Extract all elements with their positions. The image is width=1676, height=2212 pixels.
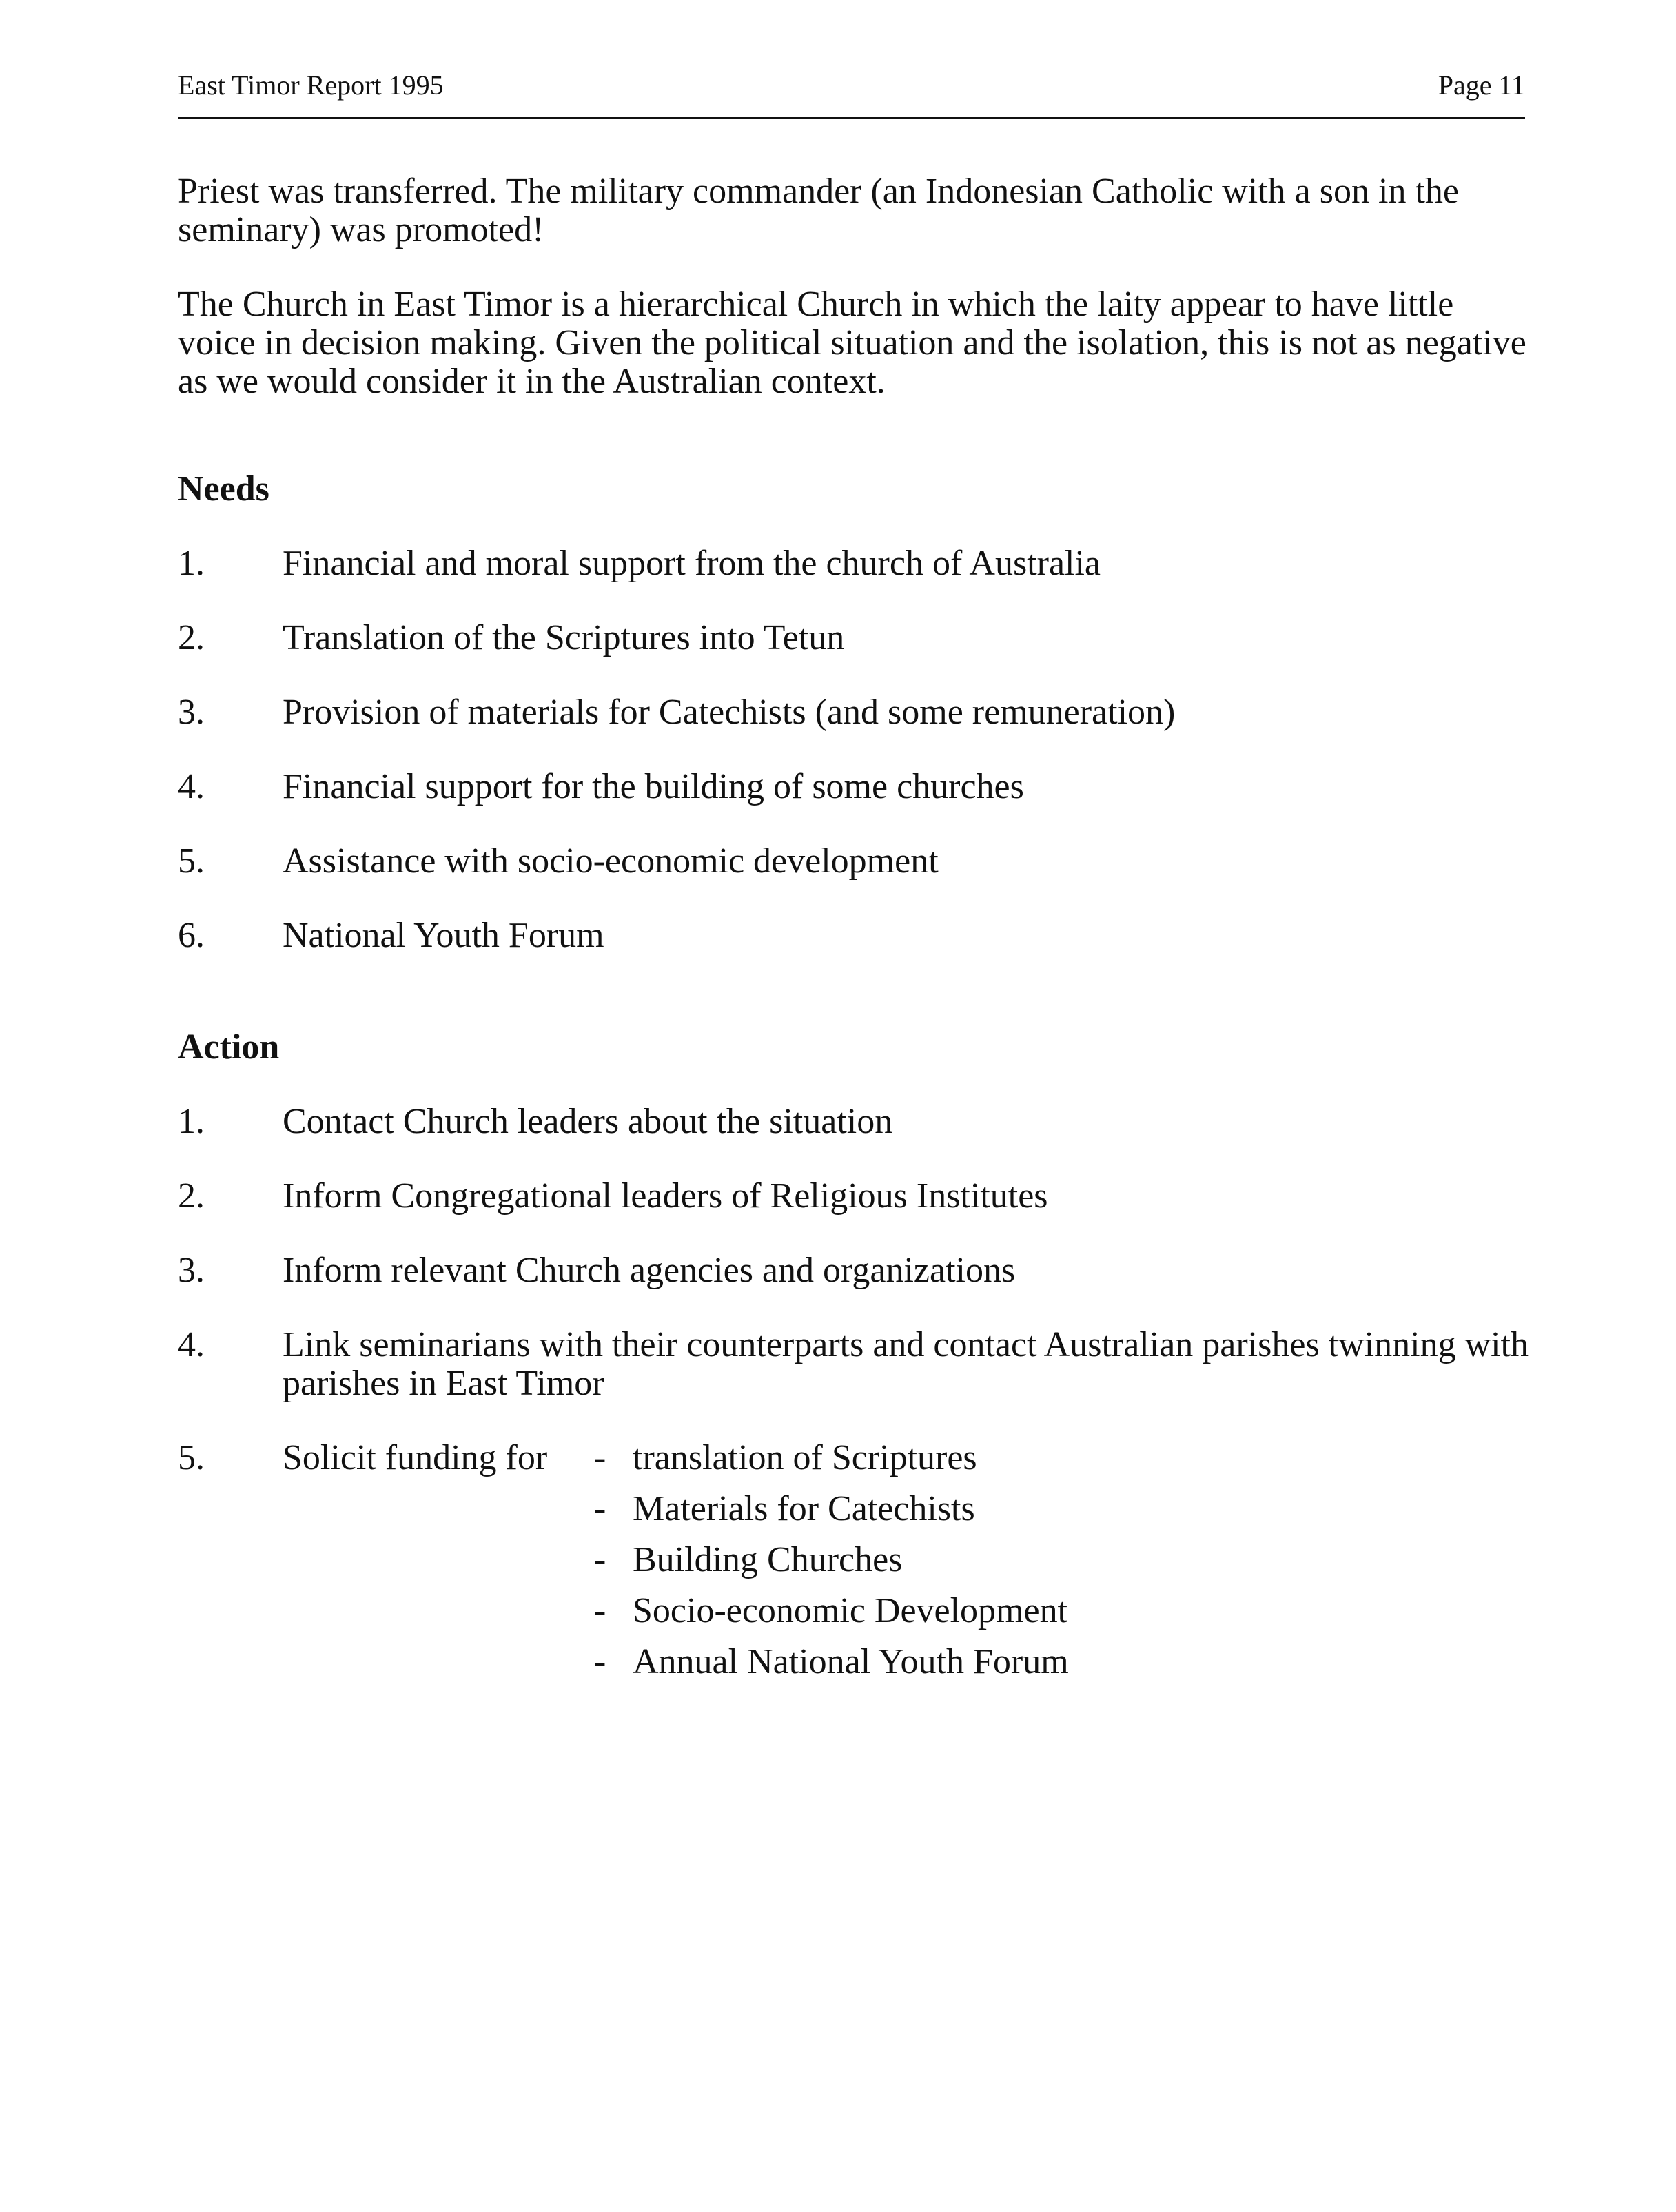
item-text: Financial support for the building of some churches	[283, 767, 1024, 806]
item-text: Financial and moral support from the church of Australia	[283, 544, 1101, 583]
item-text: Assistance with socio-economic development	[283, 841, 939, 881]
header-rule	[178, 117, 1525, 119]
item-number: 4.	[178, 767, 205, 806]
funding-item-text: Building Churches	[633, 1540, 903, 1579]
item-number: 1.	[178, 1102, 205, 1141]
item-text: Inform Congregational leaders of Religious Institutes	[283, 1176, 1048, 1216]
dash-bullet: -	[594, 1540, 606, 1579]
page-header	[178, 69, 1525, 110]
dash-bullet: -	[594, 1489, 606, 1528]
item-number: 3.	[178, 1251, 205, 1290]
funding-intro: Solicit funding for	[283, 1438, 548, 1477]
page-number: Page 11	[1438, 70, 1525, 101]
report-title: East Timor Report 1995	[178, 70, 444, 101]
item-number: 2.	[178, 1176, 205, 1216]
funding-item-text: Materials for Catechists	[633, 1489, 975, 1528]
dash-bullet: -	[594, 1591, 606, 1630]
item-number: 5.	[178, 841, 205, 881]
funding-item-text: Annual National Youth Forum	[633, 1642, 1069, 1681]
item-text: Translation of the Scriptures into Tetun	[283, 618, 845, 657]
item-number: 2.	[178, 618, 205, 657]
dash-bullet: -	[594, 1642, 606, 1681]
needs-heading: Needs	[178, 469, 269, 509]
item-text: National Youth Forum	[283, 916, 604, 955]
action-heading: Action	[178, 1027, 280, 1067]
item-number: 1.	[178, 544, 205, 583]
funding-item-text: translation of Scriptures	[633, 1438, 977, 1477]
paragraph-1: Priest was transferred. The military commander (an Indonesian Catholic with a son in the seminary) was promoted!	[178, 172, 1459, 249]
item-text: Contact Church leaders about the situation	[283, 1102, 893, 1141]
item-number: 4.	[178, 1325, 205, 1364]
dash-bullet: -	[594, 1438, 606, 1477]
paragraph-2: The Church in East Timor is a hierarchical Church in which the laity appear to have little voice in decision making. Given the political situation and the isolation, this is not as negative as we would consider it in the Australian context.	[178, 285, 1526, 401]
item-text: Link seminarians with their counterparts and contact Australian parishes twinning with parishes in East Timor	[283, 1325, 1529, 1403]
item-number: 3.	[178, 693, 205, 732]
item-number: 6.	[178, 916, 205, 955]
item-number: 5.	[178, 1438, 205, 1477]
funding-item-text: Socio-economic Development	[633, 1591, 1068, 1630]
item-text: Inform relevant Church agencies and organizations	[283, 1251, 1016, 1290]
item-text: Provision of materials for Catechists (and some remuneration)	[283, 693, 1176, 732]
